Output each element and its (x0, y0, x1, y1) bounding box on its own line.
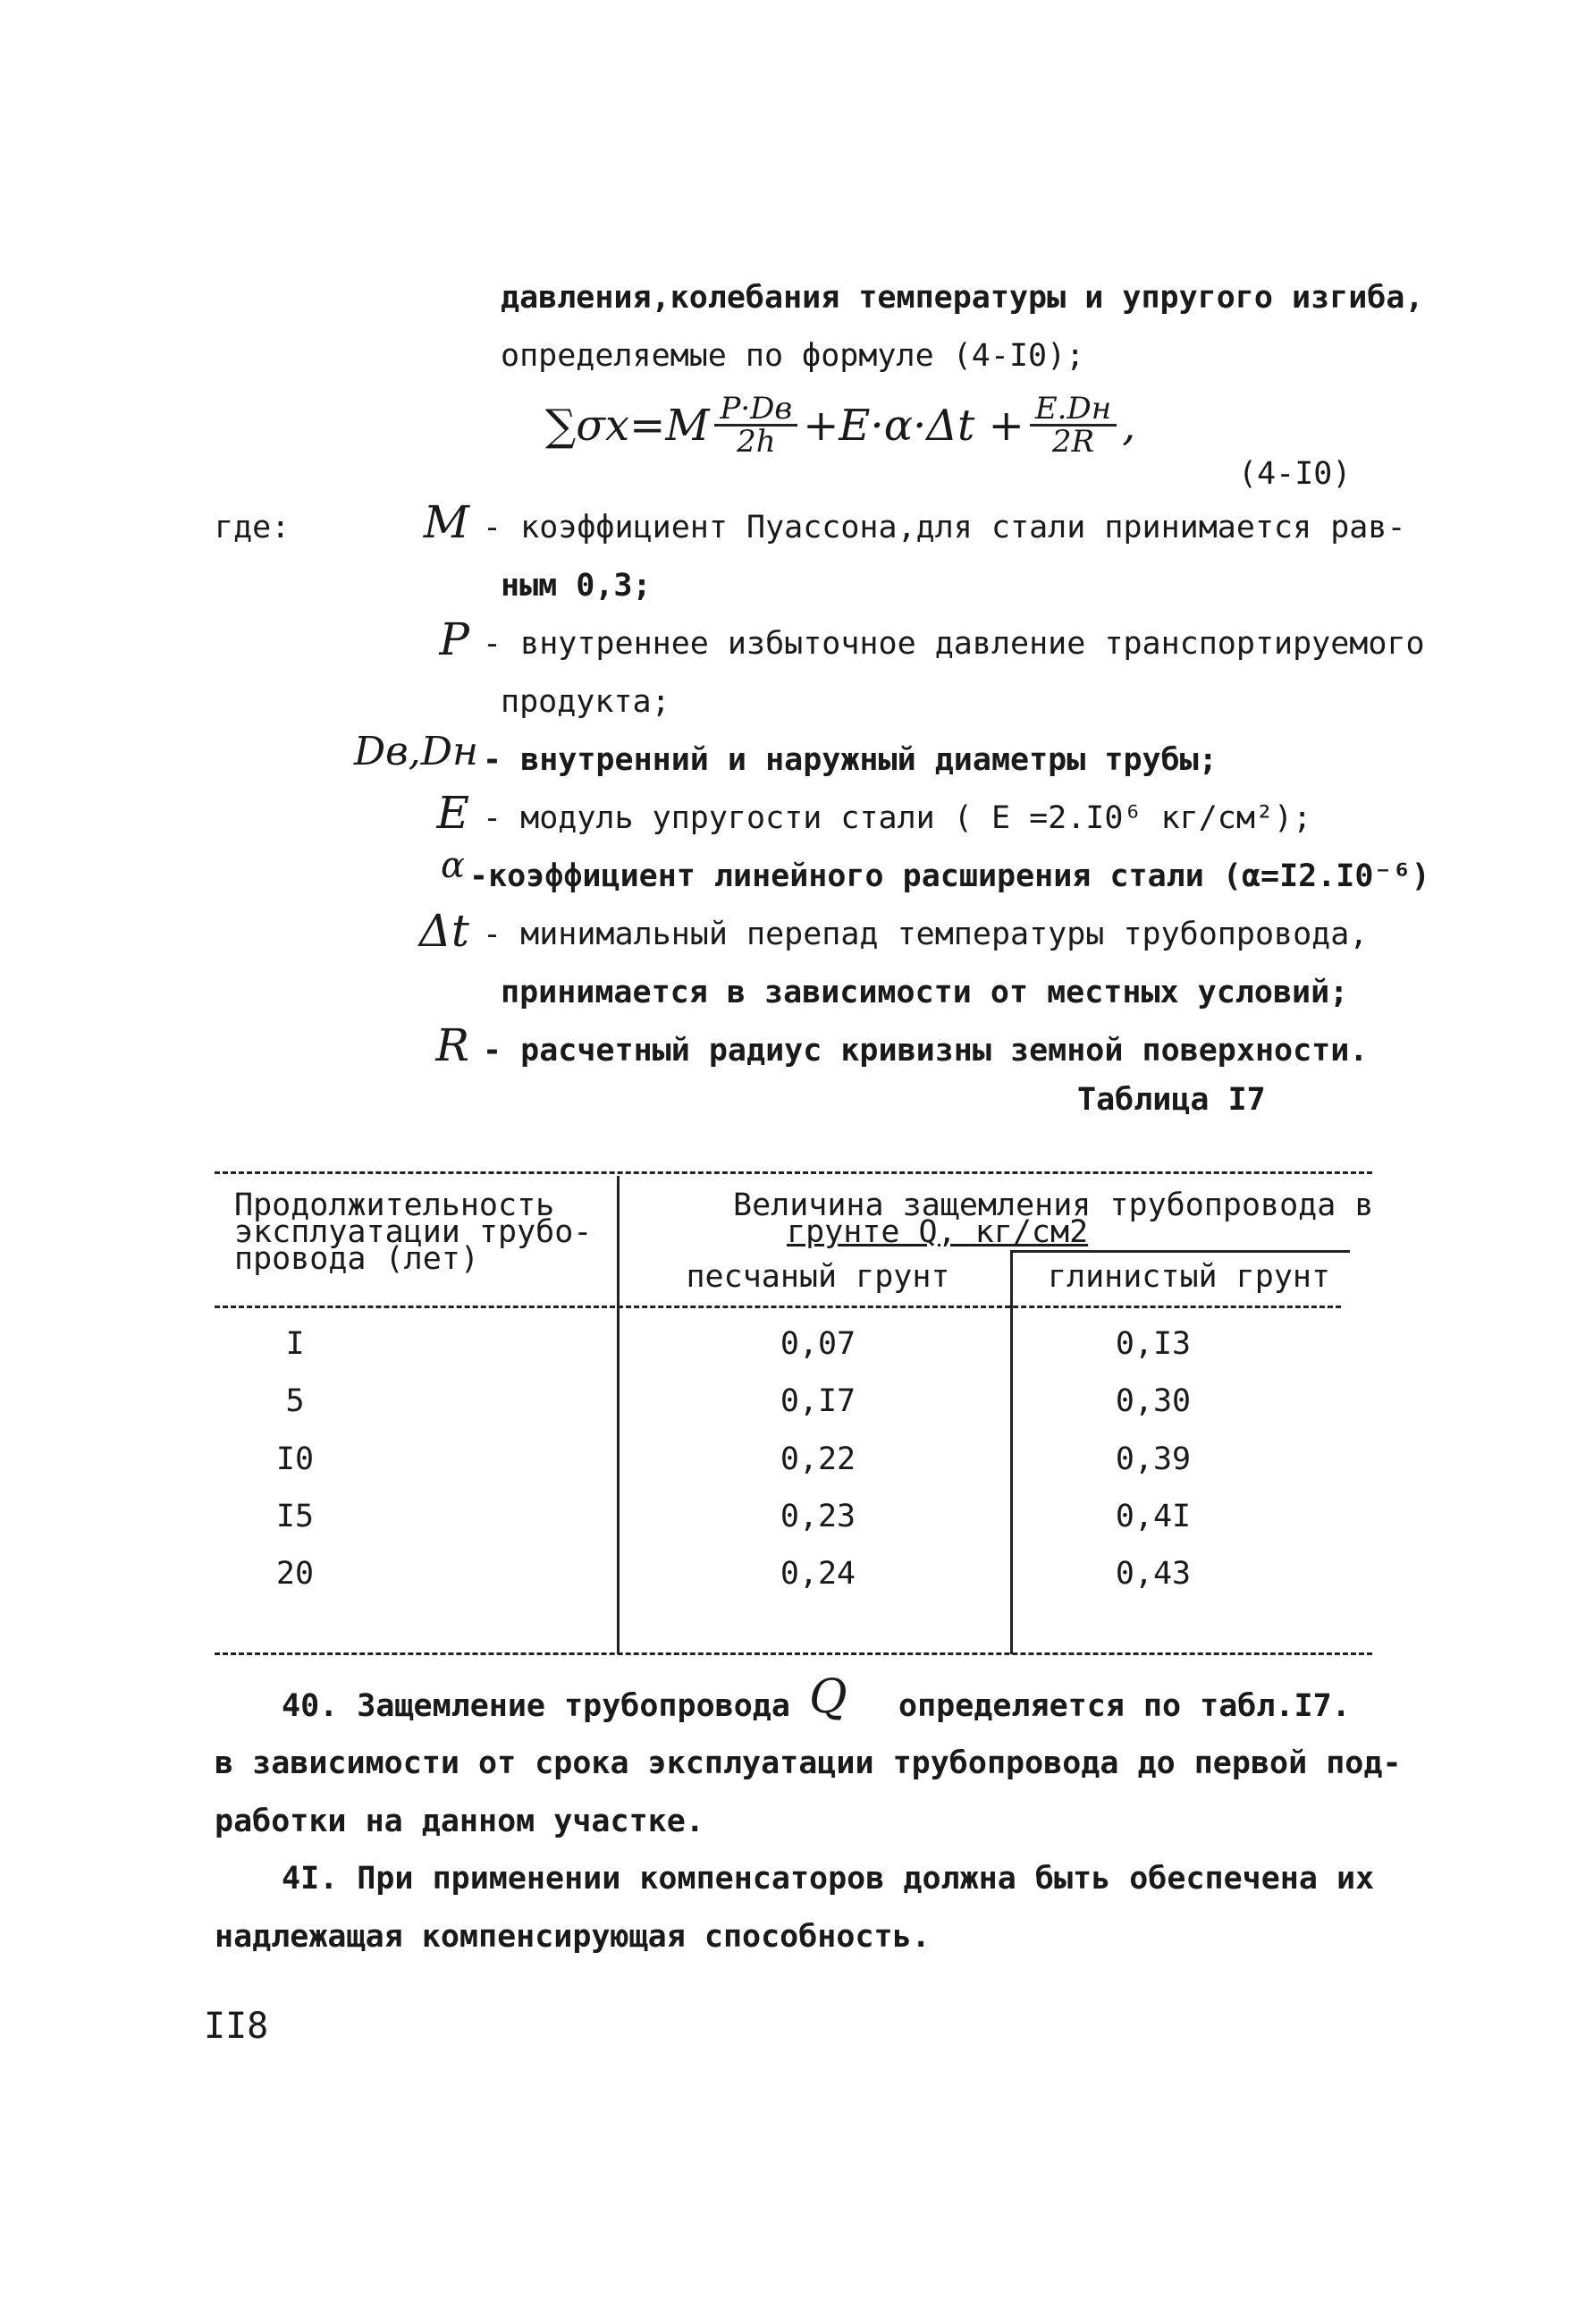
para-40-line-2: в зависимости от срока эксплуатации трубопровода до первой под- (215, 1745, 1402, 1781)
col-duration-header-line-1: Продолжительность (234, 1187, 555, 1223)
para-41-line-1: 4I. При применении компенсаторов должна быть обеспечена их (282, 1861, 1375, 1897)
table-caption: Таблица I7 (1077, 1082, 1266, 1118)
def-text-mu-1: - коэффициент Пуассона,для стали принимается рав- (483, 510, 1406, 545)
formula-frac1-denominator: 2h (737, 424, 776, 460)
table-cell: 0,30 (1115, 1383, 1192, 1419)
def-symbol-diameters: Dв,Dн (353, 729, 478, 774)
subheader-sand: песчаный грунт (686, 1259, 950, 1295)
def-text-r: - расчетный радиус кривизны земной поверхности. (483, 1033, 1369, 1069)
table-cell: 0,43 (1115, 1556, 1192, 1592)
formula-comma: , (1122, 400, 1136, 451)
subheader-clay: глинистый грунт (1047, 1259, 1331, 1295)
table-cell: 5 (285, 1383, 305, 1419)
where-label: где: (215, 510, 291, 545)
formula-frac2-denominator: 2R (1051, 424, 1095, 460)
table-divider-2 (1010, 1252, 1013, 1654)
group-header-line-1: Величина защемления трубопровода в (733, 1187, 1374, 1223)
def-symbol-alpha: α (440, 845, 465, 886)
def-symbol-r: R (435, 1019, 469, 1071)
group-header-clamping (733, 1187, 1374, 1250)
table-bottom-rule (215, 1652, 1372, 1655)
formula-fraction-1 (714, 391, 797, 460)
table-top-rule (215, 1171, 1372, 1174)
table-cell: 0,07 (780, 1326, 856, 1362)
table-divider-1 (617, 1176, 620, 1654)
def-text-p-2: продукта; (501, 684, 670, 720)
def-symbol-p: P (439, 613, 469, 665)
table-group-underline (1010, 1250, 1350, 1253)
table-cell: I5 (275, 1499, 315, 1534)
formula-4-10 (545, 391, 1136, 460)
def-symbol-delta-t: Δt (418, 905, 469, 957)
table-header-rule (215, 1306, 1341, 1308)
table-cell: 0,22 (780, 1441, 856, 1477)
col-duration-header (234, 1187, 593, 1277)
formula-number: (4-I0) (1238, 456, 1352, 492)
para-40-line-1a: 40. Защемление трубопровода (282, 1688, 790, 1724)
table-cell: 20 (275, 1556, 315, 1592)
formula-frac2-numerator: E.Dн (1030, 393, 1117, 427)
def-text-mu-2: ным 0,3; (501, 568, 652, 604)
def-text-diameters: - внутренний и наружный диаметры трубы; (483, 742, 1218, 778)
formula-mid: +E·α·Δt + (803, 400, 1024, 451)
group-header-line-2: грунте Q, кг/см2 (787, 1214, 1089, 1250)
table-cell: I (285, 1326, 305, 1362)
table-cell: 0,24 (780, 1556, 856, 1592)
def-symbol-e: E (436, 787, 469, 839)
table-cell: 0,39 (1115, 1441, 1192, 1477)
def-text-p-1: - внутреннее избыточное давление транспортируемого (483, 626, 1425, 662)
formula-fraction-2 (1030, 391, 1117, 460)
def-text-delta-t-1: - минимальный перепад температуры трубопровода, (483, 917, 1369, 952)
def-text-alpha: -коэффициент линейного расширения стали (α=I2.I0⁻⁶) (469, 858, 1430, 894)
formula-frac1-numerator: P·Dв (714, 393, 797, 427)
col-duration-header-line-3: провода (лет) (234, 1241, 479, 1277)
page-number: II8 (204, 2006, 269, 2047)
def-symbol-mu: M (423, 496, 469, 548)
def-text-e: - модуль упругости стали ( E =2.I0⁶ кг/см²); (483, 800, 1312, 836)
para-40-line-3: работки на данном участке. (215, 1804, 704, 1839)
table-cell: 0,I3 (1115, 1326, 1192, 1362)
para-41-line-2: надлежащая компенсирующая способность. (215, 1919, 931, 1955)
def-text-delta-t-2: принимается в зависимости от местных условий; (501, 975, 1349, 1010)
formula-lhs: ∑σx=M (545, 400, 710, 451)
table-cell: I0 (275, 1441, 315, 1477)
table-cell: 0,23 (780, 1499, 856, 1534)
para-40-symbol-q: Q (809, 1670, 847, 1724)
intro-line-2: определяемые по формуле (4-I0); (501, 338, 1085, 374)
para-40-line-1b: определяется по табл.I7. (898, 1688, 1351, 1724)
intro-line-1: давления,колебания температуры и упругого изгиба, (501, 280, 1424, 316)
col-duration-header-line-2: эксплуатации трубо- (234, 1214, 593, 1250)
table-cell: 0,4I (1115, 1499, 1192, 1534)
table-cell: 0,I7 (780, 1383, 856, 1419)
